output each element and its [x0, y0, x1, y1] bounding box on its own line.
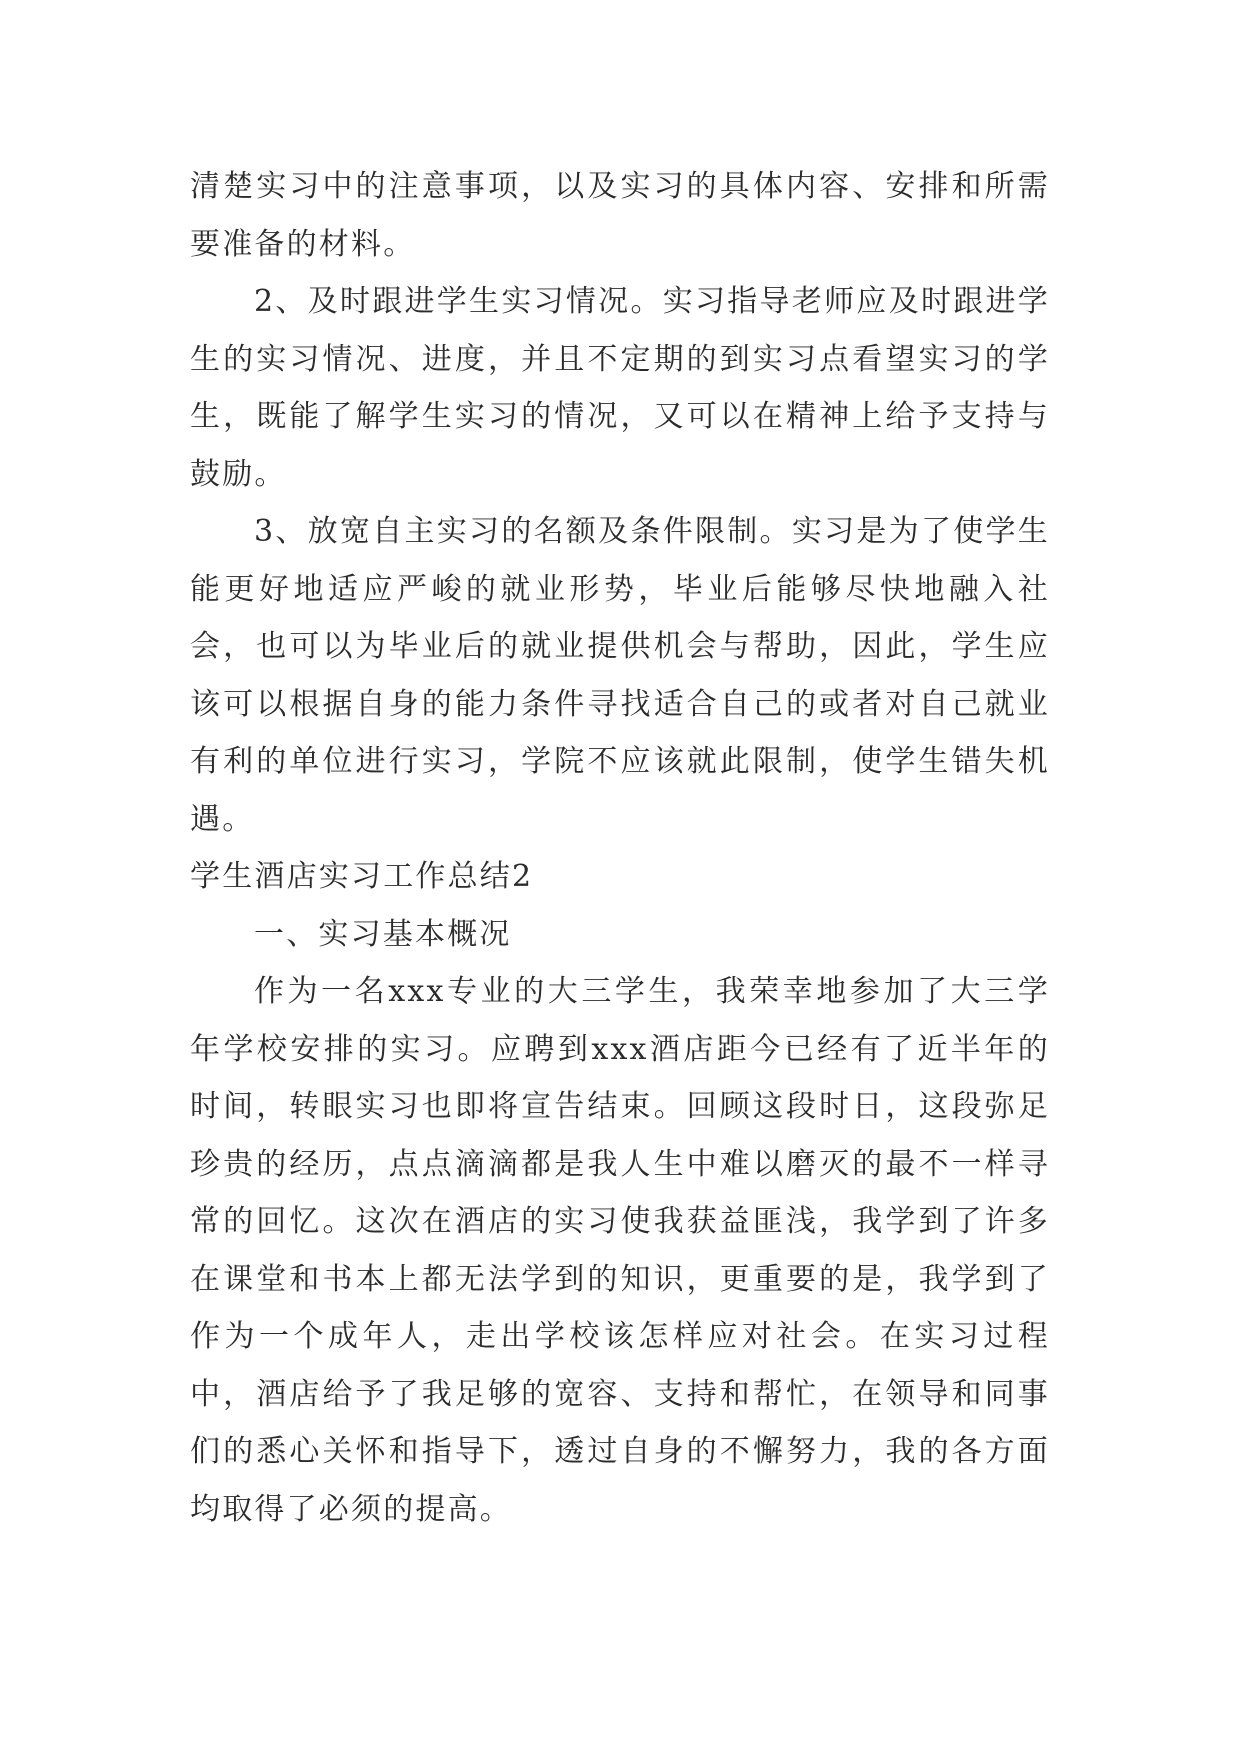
section-title: 学生酒店实习工作总结2 — [190, 859, 534, 894]
subsection-heading: 一、实习基本概况 — [254, 916, 512, 952]
paragraph-item-2: 2、及时跟进学生实习情况。实习指导老师应及时跟进学生的实习情况、进度，并且不定期的到实习点看望实习的学生，既能了解学生实习的情况，又可以在精神上给予支持与鼓励。 — [190, 284, 1050, 492]
paragraph-continuation: 清楚实习中的注意事项，以及实习的具体内容、安排和所需要准备的材料。 — [190, 169, 1050, 262]
paragraph-item-3: 3、放宽自主实习的名额及条件限制。实习是为了使学生能更好地适应严峻的就业形势，毕业后能够尽快地融入社会，也可以为毕业后的就业提供机会与帮助，因此，学生应该可以根据自身的能力条件寻找适合自己的或者对自己就业有利的单位进行实习，学院不应该就此限制，使学生错失机遇。 — [190, 514, 1050, 837]
document-body — [190, 158, 1050, 1538]
paragraph-body: 作为一名xxx专业的大三学生，我荣幸地参加了大三学年学校安排的实习。应聘到xxx酒店距今已经有了近半年的时间，转眼实习也即将宣告结束。回顾这段时日，这段弥足珍贵的经历，点点滴滴都是我人生中难以磨灭的最不一样寻常的回忆。这次在酒店的实习使我获益匪浅，我学到了许多在课堂和书本上都无法学到的知识，更重要的是，我学到了作为一个成年人，走出学校该怎样应对社会。在实习过程中，酒店给予了我足够的宽容、支持和帮忙，在领导和同事们的悉心关怀和指导下，透过自身的不懈努力，我的各方面均取得了必须的提高。 — [190, 974, 1050, 1527]
